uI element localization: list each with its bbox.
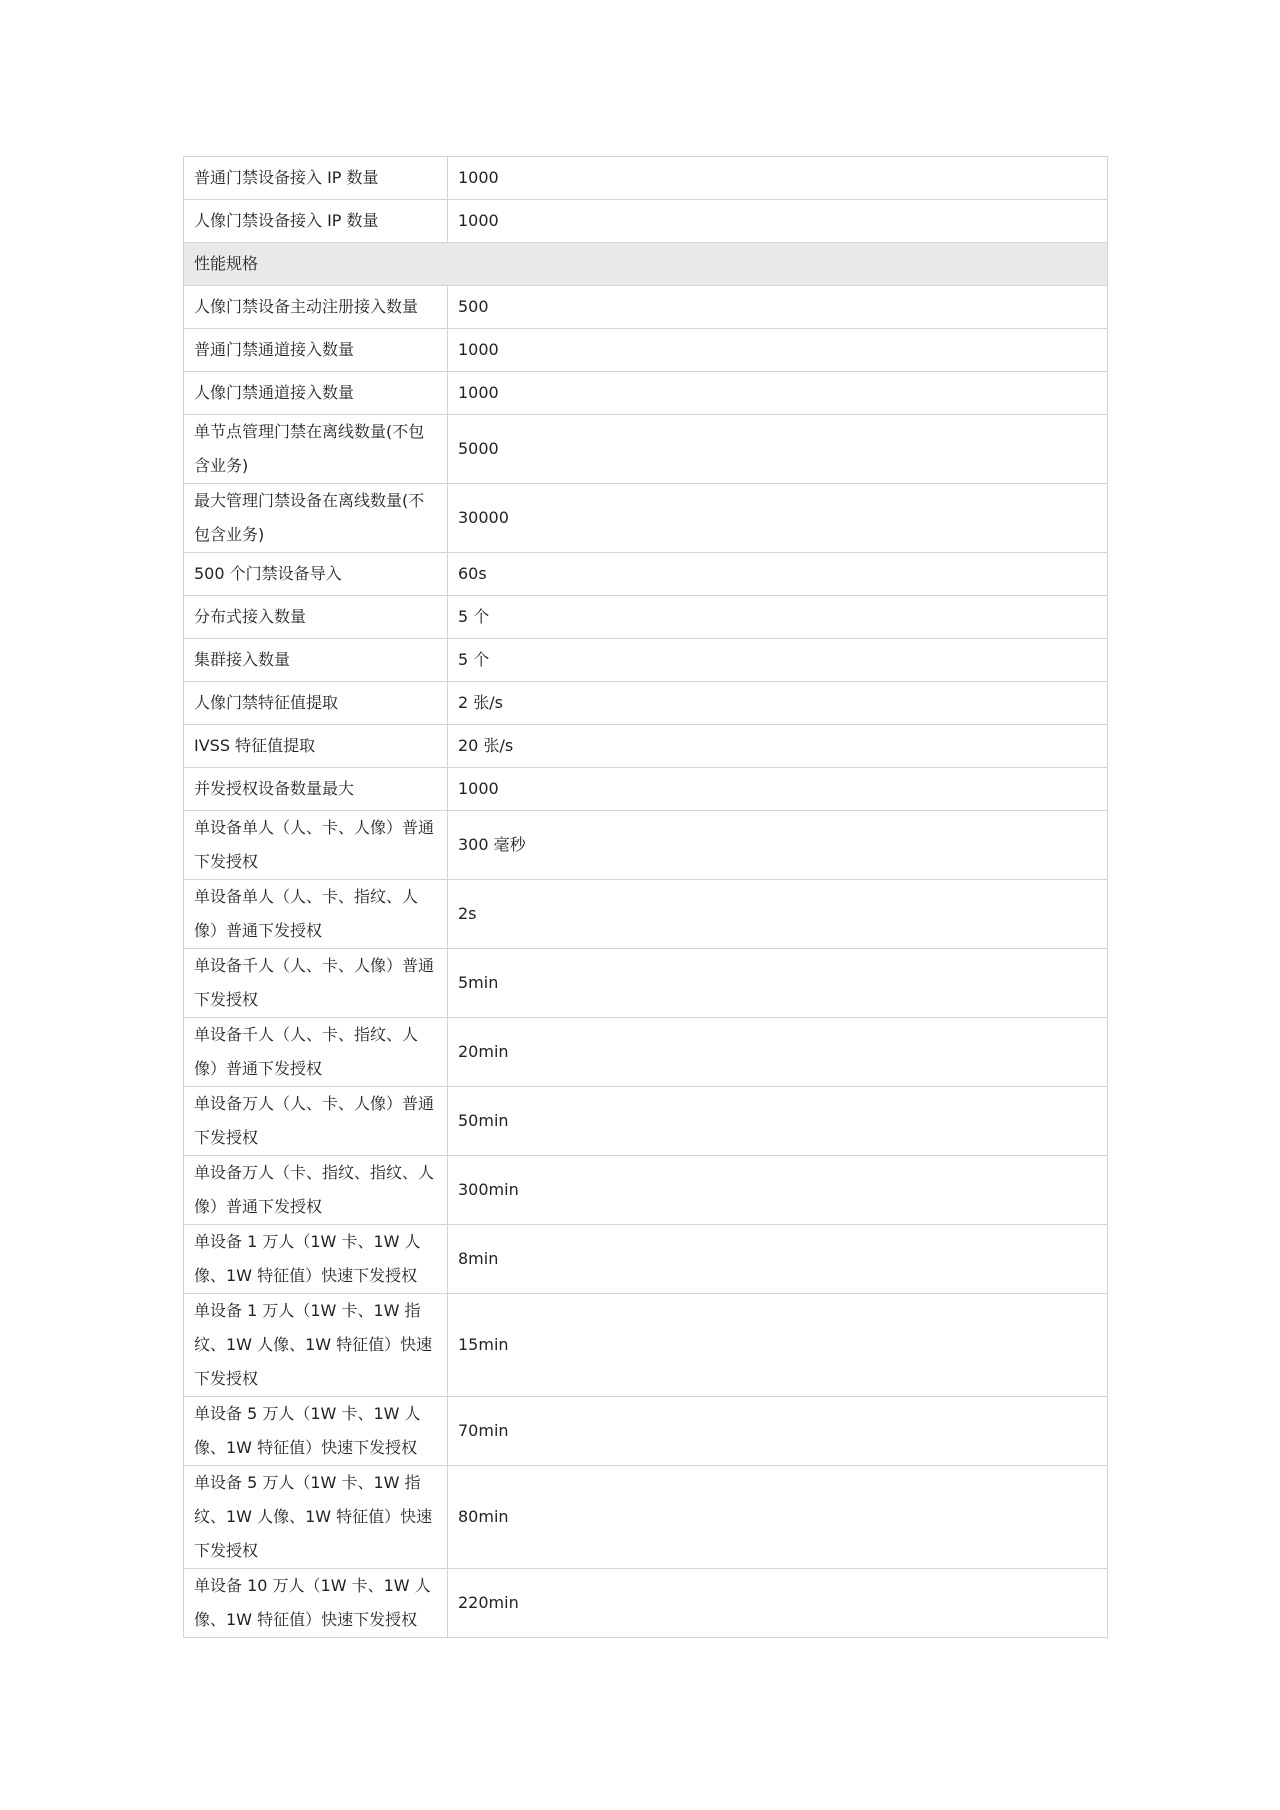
spec-name-cell: 人像门禁特征值提取 — [184, 682, 448, 725]
spec-value-cell: 2s — [448, 880, 1108, 949]
spec-value-cell: 1000 — [448, 200, 1108, 243]
table-row — [184, 372, 1108, 415]
spec-value-cell: 5 个 — [448, 596, 1108, 639]
spec-value-cell: 2 张/s — [448, 682, 1108, 725]
spec-name-cell: 普通门禁通道接入数量 — [184, 329, 448, 372]
spec-value-cell: 1000 — [448, 329, 1108, 372]
table-row — [184, 768, 1108, 811]
spec-value-cell: 50min — [448, 1087, 1108, 1156]
table-row — [184, 682, 1108, 725]
spec-name-cell: 分布式接入数量 — [184, 596, 448, 639]
spec-name-cell: IVSS 特征值提取 — [184, 725, 448, 768]
spec-name-cell: 集群接入数量 — [184, 639, 448, 682]
spec-name-cell: 人像门禁设备主动注册接入数量 — [184, 286, 448, 329]
spec-name-cell: 单设备 5 万人（1W 卡、1W 人像、1W 特征值）快速下发授权 — [184, 1397, 448, 1466]
table-row — [184, 596, 1108, 639]
spec-value-cell: 70min — [448, 1397, 1108, 1466]
spec-value-cell: 60s — [448, 553, 1108, 596]
table-row — [184, 880, 1108, 949]
spec-name-cell: 单设备单人（人、卡、人像）普通下发授权 — [184, 811, 448, 880]
table-row — [184, 415, 1108, 484]
spec-name-cell: 单设备万人（人、卡、人像）普通下发授权 — [184, 1087, 448, 1156]
spec-value-cell: 1000 — [448, 157, 1108, 200]
table-row — [184, 1156, 1108, 1225]
spec-name-cell: 最大管理门禁设备在离线数量(不包含业务) — [184, 484, 448, 553]
section-header-row — [184, 243, 1108, 286]
spec-value-cell: 5000 — [448, 415, 1108, 484]
spec-value-cell: 5min — [448, 949, 1108, 1018]
table-row — [184, 1294, 1108, 1397]
spec-name-cell: 单设备单人（人、卡、指纹、人像）普通下发授权 — [184, 880, 448, 949]
spec-name-cell: 单设备 1 万人（1W 卡、1W 指纹、1W 人像、1W 特征值）快速下发授权 — [184, 1294, 448, 1397]
spec-name-cell: 并发授权设备数量最大 — [184, 768, 448, 811]
spec-name-cell: 500 个门禁设备导入 — [184, 553, 448, 596]
spec-name-cell: 普通门禁设备接入 IP 数量 — [184, 157, 448, 200]
spec-value-cell: 220min — [448, 1569, 1108, 1638]
spec-name-cell: 单设备万人（卡、指纹、指纹、人像）普通下发授权 — [184, 1156, 448, 1225]
table-row — [184, 1466, 1108, 1569]
spec-value-cell: 5 个 — [448, 639, 1108, 682]
section-title: 性能规格 — [184, 243, 1108, 286]
table-row — [184, 484, 1108, 553]
table-row — [184, 157, 1108, 200]
spec-value-cell: 1000 — [448, 372, 1108, 415]
spec-value-cell: 15min — [448, 1294, 1108, 1397]
spec-name-cell: 单设备 10 万人（1W 卡、1W 人像、1W 特征值）快速下发授权 — [184, 1569, 448, 1638]
spec-name-cell: 单设备千人（人、卡、人像）普通下发授权 — [184, 949, 448, 1018]
spec-value-cell: 1000 — [448, 768, 1108, 811]
spec-table-body — [184, 157, 1108, 1638]
table-row — [184, 1569, 1108, 1638]
spec-value-cell: 80min — [448, 1466, 1108, 1569]
spec-name-cell: 单设备 1 万人（1W 卡、1W 人像、1W 特征值）快速下发授权 — [184, 1225, 448, 1294]
table-row — [184, 1087, 1108, 1156]
table-row — [184, 329, 1108, 372]
table-row — [184, 639, 1108, 682]
spec-table — [183, 156, 1108, 1638]
spec-name-cell: 单设备千人（人、卡、指纹、人像）普通下发授权 — [184, 1018, 448, 1087]
spec-value-cell: 300min — [448, 1156, 1108, 1225]
spec-name-cell: 单节点管理门禁在离线数量(不包含业务) — [184, 415, 448, 484]
table-row — [184, 286, 1108, 329]
spec-value-cell: 30000 — [448, 484, 1108, 553]
table-row — [184, 1225, 1108, 1294]
spec-value-cell: 500 — [448, 286, 1108, 329]
spec-name-cell: 人像门禁设备接入 IP 数量 — [184, 200, 448, 243]
table-row — [184, 553, 1108, 596]
table-row — [184, 811, 1108, 880]
table-row — [184, 949, 1108, 1018]
spec-name-cell: 人像门禁通道接入数量 — [184, 372, 448, 415]
table-row — [184, 200, 1108, 243]
spec-value-cell: 20 张/s — [448, 725, 1108, 768]
spec-value-cell: 300 毫秒 — [448, 811, 1108, 880]
spec-name-cell: 单设备 5 万人（1W 卡、1W 指纹、1W 人像、1W 特征值）快速下发授权 — [184, 1466, 448, 1569]
table-row — [184, 1018, 1108, 1087]
spec-value-cell: 20min — [448, 1018, 1108, 1087]
table-row — [184, 1397, 1108, 1466]
table-row — [184, 725, 1108, 768]
spec-value-cell: 8min — [448, 1225, 1108, 1294]
